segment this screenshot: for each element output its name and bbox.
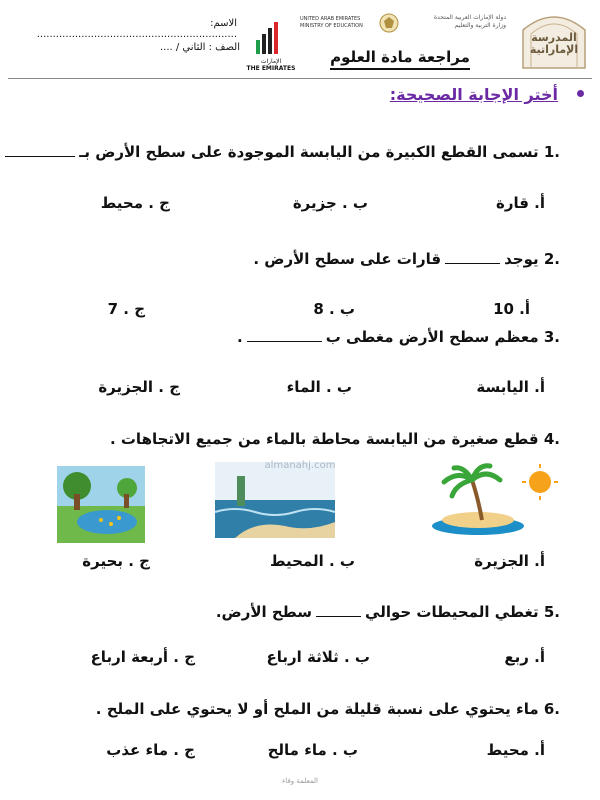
option-b: ب . 8: [313, 300, 355, 318]
ministry-english: [300, 16, 370, 29]
question-number: .1: [543, 143, 560, 161]
option-b: ب . ماء مالح: [267, 741, 358, 759]
page-title: مراجعة مادة العلوم: [330, 48, 470, 70]
option-b: ب . الماء: [286, 378, 352, 396]
header-divider: [8, 78, 592, 79]
question-number: .5: [543, 603, 560, 621]
answer-blank: [316, 615, 361, 617]
question-number: .4: [543, 430, 560, 448]
question-3: [237, 328, 560, 346]
question-text: قطع صغيرة من اليابسة محاطة بالماء من جميع الاتجاهات .: [109, 430, 539, 448]
option-b: ب . ثلاثة ارباع: [266, 648, 370, 666]
question-number: .2: [543, 250, 560, 268]
question-5: [216, 603, 560, 621]
emirates-label: [246, 58, 296, 72]
option-a: أ. ربع: [504, 648, 545, 666]
ocean-illustration-icon: [215, 462, 335, 538]
question-text-before: معظم سطح الأرض مغطى ب: [325, 328, 539, 346]
option-c: ج . محيط: [100, 194, 170, 212]
option-a: أ. قارة: [495, 194, 545, 212]
question-text-after: .: [236, 328, 243, 346]
question-text-before: تغطي المحيطات حوالي: [365, 603, 539, 621]
option-c: ج . بحيرة: [82, 552, 150, 570]
question-text-after: سطح الأرض.: [215, 603, 313, 621]
question-number: .6: [543, 700, 560, 718]
option-a: أ. محيط: [486, 741, 545, 759]
question-text: تسمى القطع الكبيرة من اليابسة الموجودة على سطح الأرض بـ: [79, 143, 539, 161]
footer-note: المعلمة وفاء: [282, 777, 318, 785]
question-text-after: قارات على سطح الأرض .: [253, 250, 442, 268]
question-number: .3: [543, 328, 560, 346]
school-logo-line-2: الإماراتية: [529, 43, 579, 57]
option-a: أ. 10: [493, 300, 530, 318]
option-b: ب . جزيرة: [292, 194, 368, 212]
answer-blank: [247, 340, 322, 342]
option-c: ج . أربعة ارباع: [90, 648, 195, 666]
ministry-ar-line-2: وزارة التربية والتعليم: [454, 22, 506, 30]
question-text: ماء يحتوي على نسبة قليلة من الملح أو لا يحتوي على الملح .: [95, 700, 539, 718]
question-6: [96, 700, 560, 718]
option-a: أ. الجزيرة: [474, 552, 545, 570]
answer-blank: [445, 262, 500, 264]
option-c: ج . الجزيرة: [98, 378, 180, 396]
emirates-label-ar: الإمارات: [260, 58, 282, 65]
instruction-heading: أختر الإجابة الصحيحة:: [389, 85, 558, 104]
question-4: [110, 430, 560, 448]
ministry-en-line-1: UNITED ARAB EMIRATES: [300, 16, 361, 22]
question-text-before: يوجد: [504, 250, 539, 268]
ministry-ar-line-1: دولة الإمارات العربية المتحدة: [433, 14, 506, 21]
answer-blank: [5, 155, 75, 157]
ministry-en-line-2: MINISTRY OF EDUCATION: [300, 22, 363, 29]
option-a: أ. اليابسة: [476, 378, 545, 396]
island-illustration-icon: [428, 460, 558, 538]
question-1: [1, 143, 560, 161]
question-2: [253, 250, 560, 268]
watermark: almanahj.com: [264, 460, 336, 471]
uae-emblem-icon: [378, 12, 400, 34]
class-field: الصف : الثاني / ....: [159, 42, 240, 53]
ministry-arabic: [396, 14, 506, 30]
option-c: ج . ماء عذب: [106, 741, 195, 759]
bullet-icon: [577, 90, 584, 97]
school-logo: [515, 8, 593, 70]
option-b: ب . المحيط: [269, 552, 355, 570]
student-name-field: الاسم: ...............................................................: [36, 18, 237, 40]
option-c: ج . 7: [107, 300, 145, 318]
lake-illustration-icon: [57, 466, 145, 543]
emirates-label-en: THE EMIRATES: [246, 65, 296, 73]
school-logo-line-1: المدرسة: [531, 31, 577, 44]
emirates-logo-icon: [252, 20, 284, 60]
